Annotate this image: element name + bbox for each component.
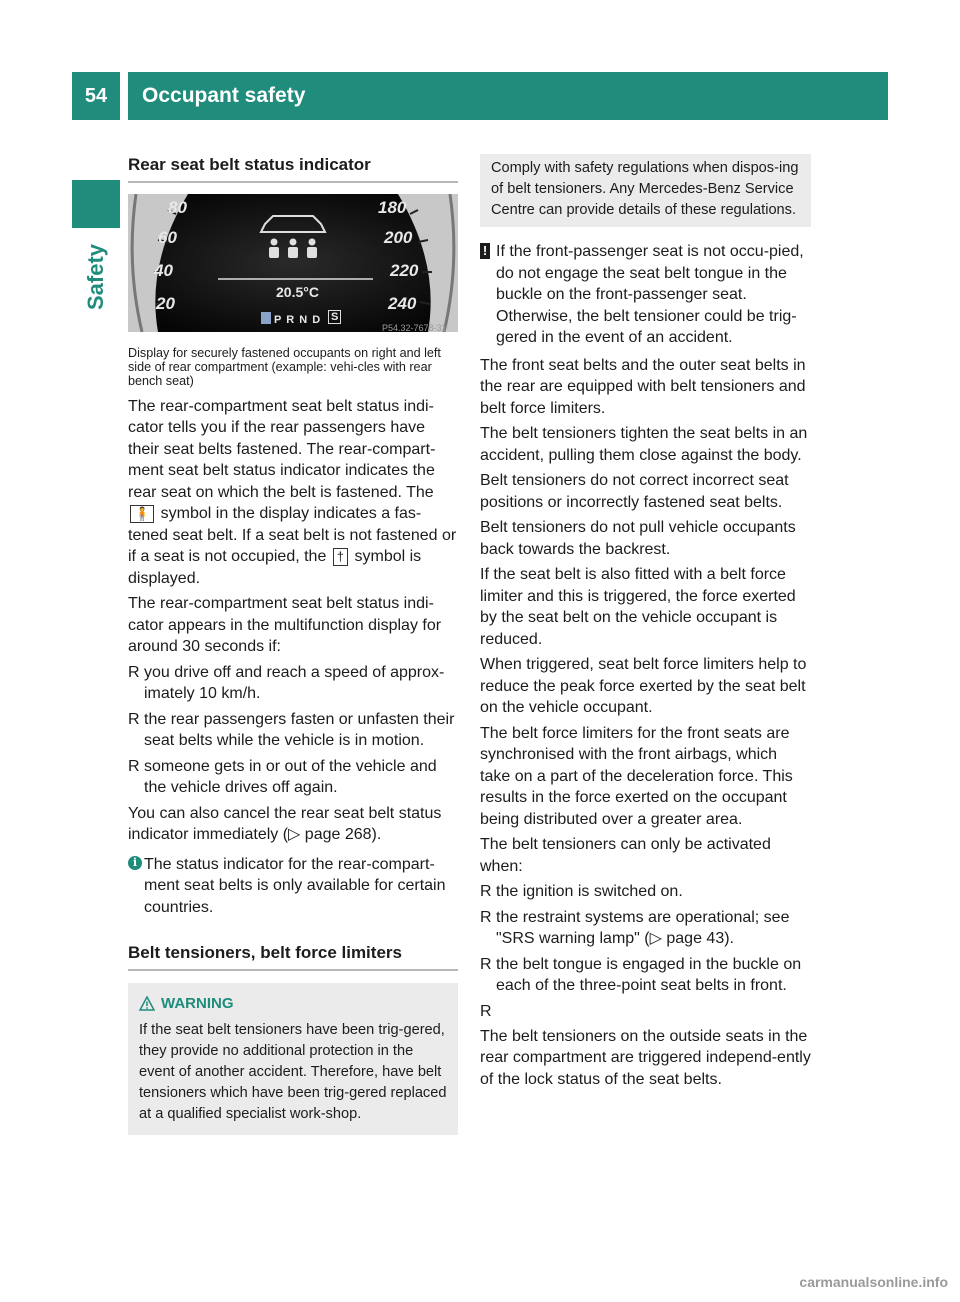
bullet-icon: R — [128, 757, 140, 775]
page-number: 54 — [72, 72, 120, 120]
list-item — [128, 756, 458, 799]
paragraph: The belt tensioners tighten the seat belts in an accident, pulling them close against the body. — [480, 425, 808, 464]
belt-fastened-icon: 🧍 — [130, 505, 154, 523]
caution-note — [480, 241, 811, 349]
caution-text: If the front-passenger seat is not occu-pied, do not engage the seat belt tongue in the buckle on the front-passenger seat. Otherwise, the belt tensioner could be trig-gered in the event of an accident. — [496, 243, 804, 346]
list-item-text: the rear passengers fasten or unfasten their seat belts while the vehicle is in motion. — [144, 710, 455, 749]
caution-icon: ! — [480, 243, 490, 259]
right-column — [480, 154, 811, 1094]
bullet-icon: R — [128, 710, 140, 728]
speed-label: 60 — [158, 227, 177, 247]
paragraph-text: The rear-compartment seat belt status indi-cator tells you if the rear passengers have their seat belts fastened. The rear-compart-ment seat belt status indicator indicates the rear seat on which the belt is fastened. The — [128, 397, 436, 501]
paragraph: Belt tensioners do not pull vehicle occupants back towards the backrest. — [480, 519, 796, 558]
paragraph: You can also cancel the rear seat belt status indicator immediately (▷ page 268). — [128, 804, 442, 843]
sidebar-tab — [72, 232, 120, 322]
heading-belt-tensioners: Belt tensioners, belt force limiters — [128, 942, 458, 971]
note-box — [480, 154, 811, 227]
figure-caption: Display for securely fastened occupants on right and left side of rear compartment (example: vehi-cles with rear bench seat) — [128, 345, 441, 388]
speed-label: 20 — [156, 293, 175, 313]
left-column — [128, 154, 458, 1135]
list-item — [128, 709, 458, 752]
warning-title: WARNING — [161, 994, 234, 1012]
image-code: P54.32-7678-31 — [382, 322, 447, 332]
paragraph: Belt tensioners do not correct incorrect seat positions or incorrectly fastened seat belts. — [480, 472, 789, 511]
list-item — [480, 907, 811, 950]
info-text: The status indicator for the rear-compart-ment seat belts is only available for certain countries. — [144, 855, 446, 916]
list-item — [128, 662, 458, 705]
speed-label: 200 — [384, 227, 413, 247]
warning-box — [128, 983, 458, 1136]
gear-indicator: P R N D — [274, 313, 322, 326]
note-box-text: Comply with safety regulations when dispos-ing of belt tensioners. Any Mercedes-Benz Service Centre can provide details of these regulations. — [491, 160, 799, 218]
paragraph — [128, 396, 458, 590]
paragraph-text: symbol is displayed. — [128, 548, 422, 587]
list-item-text: you drive off and reach a speed of approx-imately 10 km/h. — [144, 663, 445, 702]
speed-label: 240 — [388, 293, 417, 313]
paragraphs — [480, 355, 811, 878]
temperature-readout: 20.5°C — [276, 283, 319, 300]
paragraph: The belt tensioners can only be activated when: — [480, 836, 771, 875]
list-item-text: the restraint systems are operational; see "SRS warning lamp" (▷ page 43). — [496, 908, 790, 947]
paragraph: The belt force limiters for the front seats are synchronised with the front airbags, which take on a part of the deceleration force. This results in the force exerted on the occupant being distributed over a greater area. — [480, 724, 793, 828]
list-item — [480, 954, 811, 997]
paragraph: When triggered, seat belt force limiters help to reduce the peak force exerted by the seat belt on the vehicle occupant. — [480, 656, 807, 716]
list-item — [480, 881, 811, 903]
sport-mode-indicator: S — [328, 310, 341, 324]
bullet-icon: R — [480, 883, 492, 900]
bullet-icon: R — [480, 908, 492, 926]
paragraph: The rear-compartment seat belt status indi-cator appears in the multifunction display for around 30 seconds if: — [128, 595, 442, 655]
paragraph: The belt tensioners on the outside seats in the rear compartment are triggered independ-ently of the lock status of the seat belts. — [480, 1027, 811, 1088]
bullet-icon: R — [128, 663, 140, 681]
warning-icon — [139, 996, 155, 1011]
instrument-cluster-figure — [128, 194, 458, 332]
speed-label: 40 — [154, 260, 173, 280]
info-note — [128, 854, 458, 919]
list-item-text: the belt tongue is engaged in the buckle on each of the three-point seat belts in front. — [496, 955, 802, 994]
bullet-icon: R — [480, 1002, 492, 1020]
sidebar-marker — [72, 180, 120, 228]
footer-watermark: carmanualsonline.info — [799, 1274, 948, 1290]
seat-belt-icons — [269, 238, 317, 258]
warning-header — [139, 993, 447, 1015]
speed-label: 220 — [390, 260, 419, 280]
warning-text: If the seat belt tensioners have been trig-gered, they provide no additional protection in the event of another accident. Therefore, have belt tensioners which have been trig-gered replaced at a qualified specialist work-shop. — [139, 1022, 447, 1122]
heading-rear-seat-belt: Rear seat belt status indicator — [128, 154, 458, 183]
paragraph-text: symbol in the display indicates a fas-tened seat belt. If a seat belt is not fastened or if a seat is not occupied, the — [128, 505, 457, 565]
speed-label: 80 — [168, 197, 187, 217]
list-item-text: the ignition is switched on. — [496, 883, 683, 900]
paragraph: The front seat belts and the outer seat belts in the rear are equipped with belt tensioners and belt force limiters. — [480, 356, 806, 417]
sidebar-label: Safety — [83, 243, 108, 311]
list-item-text: someone gets in or out of the vehicle and the vehicle drives off again. — [144, 757, 437, 796]
bullet-icon: R — [480, 955, 492, 973]
belt-unfastened-icon: † — [333, 548, 348, 566]
paragraph: If the seat belt is also fitted with a belt force limiter and this is triggered, the force exerted by the seat belt on the vehicle occupant is reduced. — [480, 566, 796, 648]
info-icon: i — [128, 856, 142, 870]
section-title: Occupant safety — [128, 72, 888, 120]
speed-label: 180 — [378, 197, 407, 217]
list-item — [480, 1001, 811, 1022]
